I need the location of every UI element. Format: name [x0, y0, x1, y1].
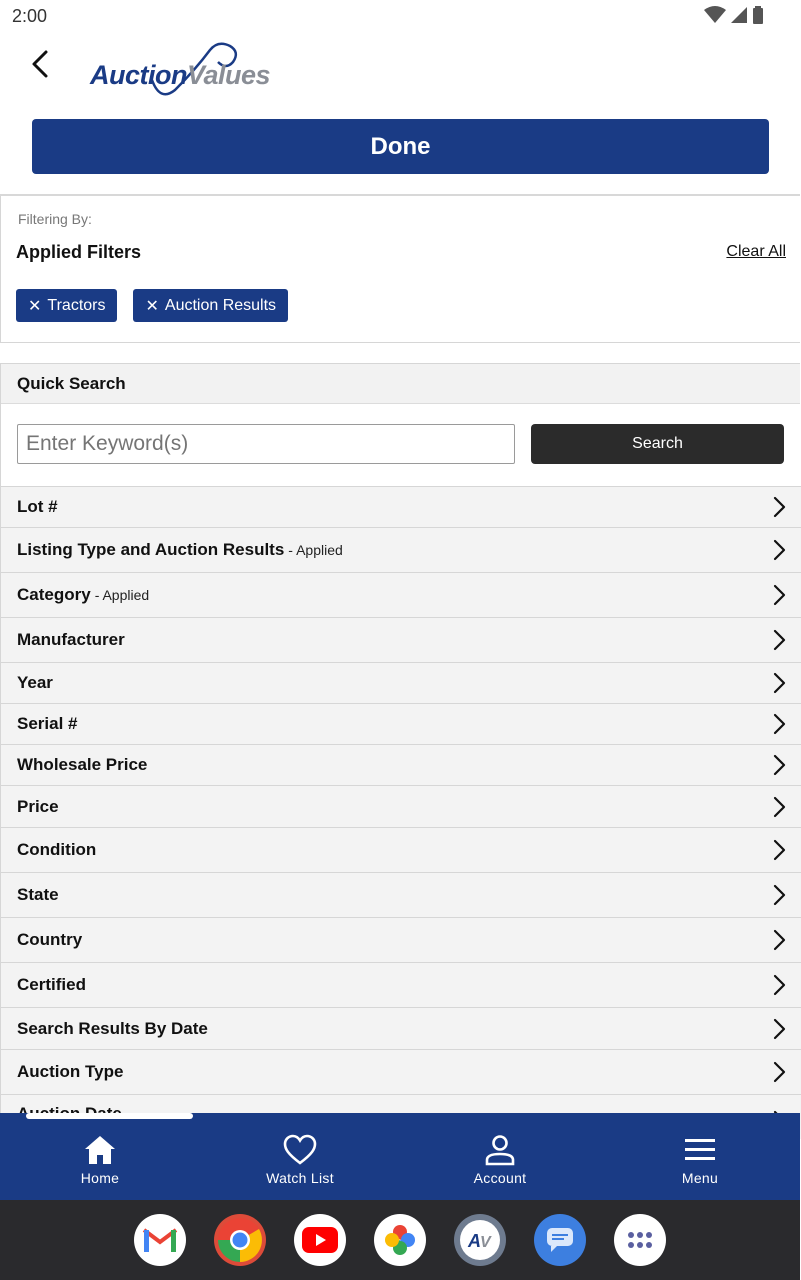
filter-row-wholesale-price[interactable]	[1, 744, 801, 785]
chevron-right-icon	[771, 583, 787, 607]
chrome-app-icon[interactable]	[214, 1214, 266, 1266]
chevron-right-icon	[771, 712, 787, 736]
filter-label: Auction Type	[17, 1062, 124, 1081]
chevron-right-icon	[771, 928, 787, 952]
chevron-right-icon	[771, 538, 787, 562]
filter-row-listing-type[interactable]	[1, 527, 801, 572]
filter-row-serial[interactable]	[1, 703, 801, 744]
svg-text:V: V	[480, 1234, 491, 1251]
filter-row-category[interactable]	[1, 572, 801, 617]
filter-label: Country	[17, 930, 83, 949]
filter-label: Price	[17, 796, 59, 816]
battery-icon	[752, 6, 764, 24]
filter-row-country[interactable]	[1, 917, 801, 962]
svg-text:A: A	[468, 1231, 481, 1251]
nav-account[interactable]	[400, 1113, 600, 1200]
photos-app-icon[interactable]	[374, 1214, 426, 1266]
home-icon	[82, 1132, 118, 1168]
bottom-navigation	[0, 1113, 800, 1200]
logo-text	[90, 60, 270, 91]
filter-label: State	[17, 885, 59, 904]
filter-label: Category	[17, 585, 91, 604]
messages-app-icon[interactable]	[534, 1214, 586, 1266]
chevron-right-icon	[771, 795, 787, 819]
menu-icon	[682, 1132, 718, 1168]
chevron-right-icon	[771, 1017, 787, 1041]
auction-values-logo	[90, 40, 280, 100]
remove-icon: ✕	[28, 297, 42, 315]
chevron-right-icon	[771, 628, 787, 652]
chevron-right-icon	[771, 883, 787, 907]
chevron-right-icon	[771, 838, 787, 862]
chevron-right-icon	[771, 495, 787, 519]
chip-label: Auction Results	[164, 296, 277, 314]
filter-label: Listing Type and Auction Results	[17, 540, 285, 559]
nav-home[interactable]	[0, 1113, 200, 1200]
applied-filters-panel	[0, 196, 800, 343]
filter-label: Search Results By Date	[17, 1018, 208, 1038]
status-bar	[0, 0, 800, 32]
filter-row-year[interactable]	[1, 662, 801, 703]
wifi-icon	[704, 6, 726, 24]
nav-label: Home	[80, 1169, 120, 1186]
filter-chip-tractors[interactable]	[16, 289, 117, 322]
search-button[interactable]: Search	[531, 424, 784, 464]
app-drawer-icon[interactable]	[614, 1214, 666, 1266]
filter-row-manufacturer[interactable]	[1, 617, 801, 662]
clear-all-link[interactable]: Clear All	[726, 243, 786, 260]
gmail-app-icon[interactable]	[134, 1214, 186, 1266]
chevron-right-icon	[771, 1060, 787, 1084]
filter-label: Wholesale Price	[17, 755, 148, 774]
keyword-search-input[interactable]	[17, 424, 515, 464]
remove-icon: ✕	[145, 297, 159, 315]
auction-values-app-icon[interactable]	[454, 1214, 506, 1266]
chevron-right-icon	[771, 671, 787, 695]
filter-label: Lot #	[17, 497, 58, 516]
applied-indicator: - Applied	[288, 542, 343, 558]
logo-word-auction: Auction	[90, 60, 187, 90]
filter-row-search-results-by-date[interactable]	[1, 1007, 801, 1049]
app-dock	[0, 1200, 800, 1280]
filter-label: Serial #	[17, 714, 78, 733]
chevron-right-icon	[771, 973, 787, 997]
status-time: 2:00	[12, 6, 48, 26]
filter-row-state[interactable]	[1, 872, 801, 917]
chevron-right-icon	[771, 753, 787, 777]
chevron-left-icon	[31, 50, 49, 78]
logo-word-values: Values	[187, 60, 271, 90]
done-button[interactable]: Done	[32, 119, 769, 174]
applied-filters-title: Applied Filters	[16, 242, 142, 262]
youtube-app-icon[interactable]	[294, 1214, 346, 1266]
nav-label: Account	[473, 1169, 527, 1186]
filter-row-auction-type[interactable]	[1, 1049, 801, 1094]
signal-icon	[730, 6, 748, 24]
nav-label: Watch List	[266, 1169, 334, 1186]
scroll-indicator	[26, 1113, 193, 1119]
chip-label: Tractors	[47, 296, 106, 314]
heart-icon	[282, 1132, 318, 1168]
filter-label: Certified	[17, 975, 86, 994]
nav-menu[interactable]	[600, 1113, 800, 1200]
filter-row-lot[interactable]	[1, 486, 801, 527]
filtering-by-caption: Filtering By:	[18, 211, 92, 227]
nav-watch-list[interactable]	[200, 1113, 400, 1200]
filter-list	[0, 486, 800, 1113]
filter-label: Manufacturer	[17, 630, 125, 649]
filter-label: Condition	[17, 840, 97, 859]
filter-row-condition[interactable]	[1, 827, 801, 872]
applied-indicator: - Applied	[94, 587, 150, 603]
filter-chip-auction-results[interactable]	[133, 289, 288, 322]
quick-search-panel	[0, 363, 800, 486]
filter-label: Year	[17, 673, 53, 692]
nav-label: Menu	[681, 1169, 719, 1186]
status-icons	[704, 6, 764, 24]
quick-search-title: Quick Search	[1, 364, 800, 404]
person-icon	[482, 1132, 518, 1168]
back-button[interactable]	[22, 46, 58, 82]
filter-row-price[interactable]	[1, 785, 801, 827]
filter-row-certified[interactable]	[1, 962, 801, 1007]
filter-chips	[16, 289, 288, 322]
